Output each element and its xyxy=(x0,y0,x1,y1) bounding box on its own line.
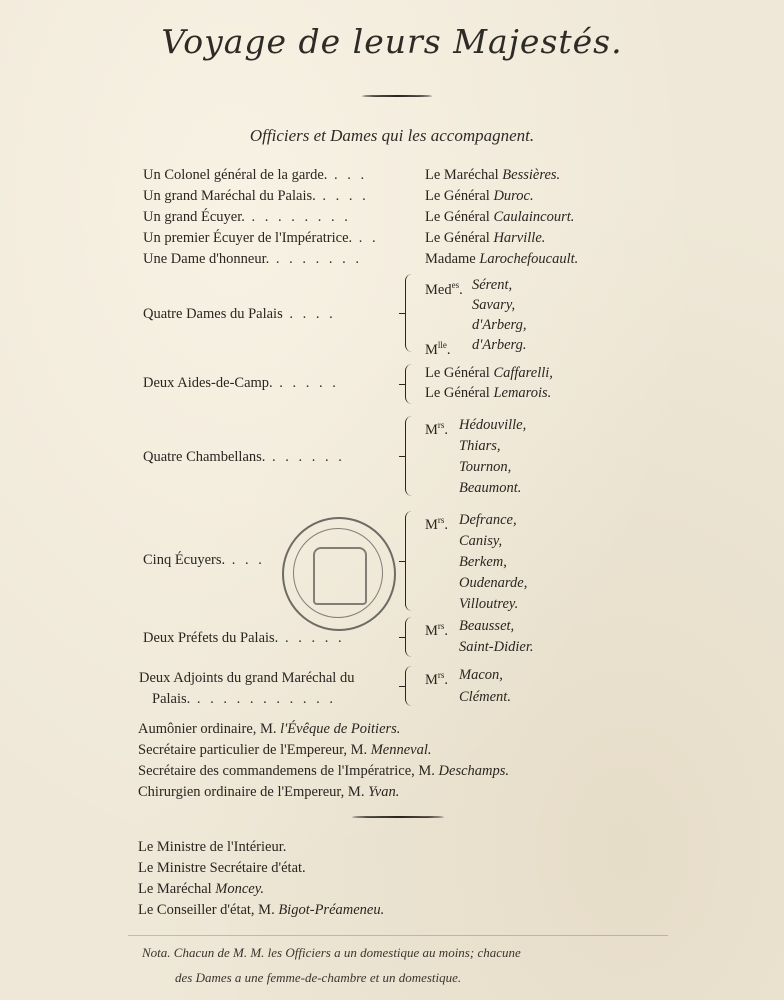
list-item xyxy=(143,166,367,184)
group-label xyxy=(152,690,336,708)
office-label: Un grand Maréchal du Palais. xyxy=(143,188,316,204)
holder-name: Bessières. xyxy=(502,167,561,183)
line-title: Le Général xyxy=(425,385,494,401)
prefix-text: Med xyxy=(425,281,452,298)
group-name: Beausset, xyxy=(459,618,515,634)
group-line xyxy=(425,384,551,402)
leader-dots: . . xyxy=(352,230,379,246)
list-item xyxy=(143,208,351,226)
group-name: Sérent, xyxy=(472,277,513,293)
leader-dots: . . . . . . . . xyxy=(244,209,351,225)
page-subtitle: Officiers et Dames qui les accompagnent. xyxy=(249,126,535,145)
line-title: Le Général xyxy=(425,365,494,381)
footer-divider xyxy=(128,935,668,936)
group-label-text: Cinq Écuyers. xyxy=(143,552,226,568)
group-name: Canisy, xyxy=(459,533,503,549)
row-name: l'Évêque de Poitiers. xyxy=(280,721,401,737)
section-rule xyxy=(352,816,444,818)
list-item xyxy=(143,229,379,247)
stamp-emblem xyxy=(313,547,367,605)
group-label-text: Palais. xyxy=(152,691,191,707)
list-item-holder xyxy=(425,229,545,247)
list-item xyxy=(138,859,306,877)
leader-dots: . . . . . xyxy=(272,375,339,391)
group-prefix: $M^{rs}$. xyxy=(425,621,449,639)
holder-title: Le Général xyxy=(425,230,494,246)
group-label xyxy=(143,374,339,392)
row-name: Moncey. xyxy=(215,881,265,897)
prefix-text: M xyxy=(425,341,438,358)
office-label: Une Dame d'honneur. xyxy=(143,251,270,267)
group-name: Savary, xyxy=(472,297,516,313)
prefix-sup: rs xyxy=(437,420,445,430)
row-text: Secrétaire des commandemens de l'Impératrice, M. xyxy=(138,763,439,779)
prefix-text: M xyxy=(425,421,438,438)
group-label-text: Deux Préfets du Palais. xyxy=(143,630,279,646)
line-name: Caffarelli, xyxy=(493,365,553,381)
group-name: Hédouville, xyxy=(459,417,527,433)
prefix-sup: lle xyxy=(437,340,447,350)
footnote-line: Chacun de M. M. les Officiers a un domestique au moins; chacune xyxy=(173,945,521,960)
group-label xyxy=(143,551,265,569)
footnote xyxy=(175,970,461,986)
row-name: Menneval. xyxy=(370,742,432,758)
holder-name: Duroc. xyxy=(493,188,534,204)
prefix-text: M xyxy=(425,622,438,639)
list-item-holder xyxy=(425,166,560,184)
row-text: Secrétaire particulier de l'Empereur, M. xyxy=(138,742,371,758)
group-brace xyxy=(405,274,414,352)
leader-dots: . . . . xyxy=(315,188,369,204)
group-label xyxy=(139,669,354,687)
prefix-sup: es xyxy=(451,280,460,290)
list-item xyxy=(138,783,399,801)
leader-dots: . . . xyxy=(327,167,368,183)
prefix-sup: rs xyxy=(437,621,445,631)
holder-name: Harville. xyxy=(493,230,546,246)
group-name: Beaumont. xyxy=(459,480,522,496)
list-item-holder xyxy=(425,208,574,226)
page-title: Voyage de leurs Majestés. xyxy=(161,22,623,61)
footnote-line: des Dames a une femme-de-chambre et un domestique. xyxy=(175,970,462,985)
holder-title: Le Général xyxy=(425,209,494,225)
row-name: Deschamps. xyxy=(438,763,510,779)
list-item xyxy=(138,838,286,856)
row-text: Aumônier ordinaire, M. xyxy=(138,721,281,737)
title-rule xyxy=(362,95,432,97)
group-name: Macon, xyxy=(459,667,503,683)
group-brace xyxy=(405,666,414,706)
group-brace xyxy=(405,617,414,657)
group-label-text: Quatre Chambellans. xyxy=(143,449,266,465)
group-name: Clément. xyxy=(459,689,511,705)
group-prefix: Med$^{es}$. xyxy=(425,280,463,298)
group-brace xyxy=(405,511,414,611)
leader-dots: . . . . . xyxy=(278,630,345,646)
group-prefix: $M^{lle}$. xyxy=(425,340,451,358)
group-prefix: $M^{rs}$. xyxy=(425,670,449,688)
holder-name: Larochefoucault. xyxy=(479,251,579,267)
list-item xyxy=(143,187,369,205)
list-item-holder xyxy=(425,187,534,205)
leader-dots: . . . xyxy=(225,552,265,568)
group-label-text: Deux Adjoints du grand Maréchal du xyxy=(139,670,355,686)
prefix-sup: rs xyxy=(437,670,445,680)
group-label-text: Quatre Dames du Palais xyxy=(143,306,283,322)
group-name: Saint-Didier. xyxy=(459,639,534,655)
list-item xyxy=(138,741,432,759)
row-name: Bigot-Préameneu. xyxy=(278,902,385,918)
row-text: Le Ministre Secrétaire d'état. xyxy=(138,860,306,876)
group-line xyxy=(425,364,553,382)
list-item xyxy=(143,250,362,268)
leader-dots: . . . . . . . xyxy=(269,251,362,267)
group-prefix: $M^{rs}$. xyxy=(425,515,449,533)
prefix-text: M xyxy=(425,516,438,533)
footnote-label: Nota. xyxy=(142,945,171,960)
holder-title: Madame xyxy=(425,251,480,267)
leader-dots: . . . . . . xyxy=(265,449,345,465)
line-name: Lemarois. xyxy=(493,385,552,401)
group-label xyxy=(143,629,345,647)
group-label-text: Deux Aides-de-Camp. xyxy=(143,375,273,391)
row-text: Le Maréchal xyxy=(138,881,216,897)
group-brace xyxy=(405,416,414,496)
group-prefix: $M^{rs}$. xyxy=(425,420,449,438)
group-name: Defrance, xyxy=(459,512,517,528)
list-item xyxy=(138,880,264,898)
holder-title: Le Maréchal xyxy=(425,167,503,183)
list-item xyxy=(138,901,384,919)
list-item xyxy=(138,720,400,738)
list-item xyxy=(138,762,509,780)
prefix-sup: rs xyxy=(437,515,445,525)
office-label: Un Colonel général de la garde. xyxy=(143,167,328,183)
group-name: Oudenarde, xyxy=(459,575,528,591)
group-name: Villoutrey. xyxy=(459,596,519,612)
group-label xyxy=(143,448,345,466)
row-name: Yvan. xyxy=(368,784,400,800)
office-label: Un grand Écuyer. xyxy=(143,209,245,225)
group-label xyxy=(143,305,336,323)
holder-title: Le Général xyxy=(425,188,494,204)
archive-stamp xyxy=(282,517,396,631)
group-name: d'Arberg, xyxy=(472,317,527,333)
footnote xyxy=(142,945,521,961)
leader-dots: . . . . . . . . . . . xyxy=(190,691,337,707)
group-brace xyxy=(405,364,414,404)
leader-dots: . . . . xyxy=(282,306,336,322)
row-text: Le Ministre de l'Intérieur. xyxy=(138,839,287,855)
row-text: Le Conseiller d'état, M. xyxy=(138,902,279,918)
holder-name: Caulaincourt. xyxy=(493,209,575,225)
group-name: Berkem, xyxy=(459,554,507,570)
prefix-text: M xyxy=(425,671,438,688)
group-name: Tournon, xyxy=(459,459,512,475)
group-name: Thiars, xyxy=(459,438,501,454)
office-label: Un premier Écuyer de l'Impératrice. xyxy=(143,230,353,246)
group-name: d'Arberg. xyxy=(472,337,527,353)
row-text: Chirurgien ordinaire de l'Empereur, M. xyxy=(138,784,369,800)
list-item-holder xyxy=(425,250,578,268)
